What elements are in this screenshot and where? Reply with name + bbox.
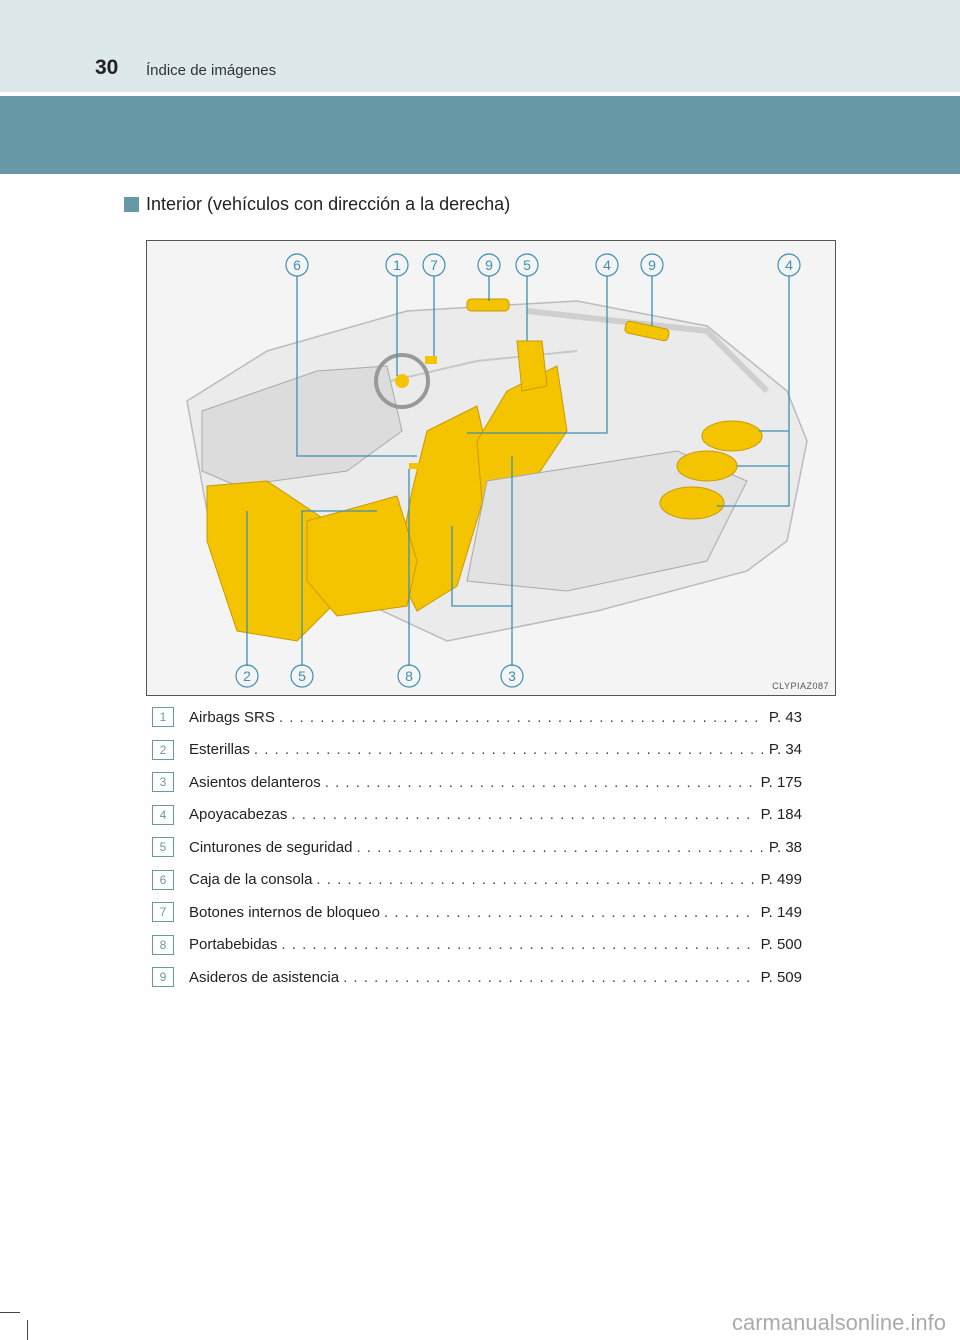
item-label: Caja de la consola	[189, 871, 313, 889]
item-label: Portabebidas	[189, 936, 278, 954]
item-number-badge: 5	[152, 837, 174, 857]
list-item	[152, 961, 802, 994]
item-page-ref[interactable]: P. 149	[760, 903, 802, 921]
watermark[interactable]: carmanualsonline.info	[731, 1310, 946, 1335]
item-number-badge: 1	[152, 707, 174, 727]
leader-dots	[291, 806, 756, 823]
callout-top-8: 4	[785, 257, 793, 273]
car-interior-illustration	[147, 241, 836, 696]
item-number-badge: 3	[152, 772, 174, 792]
item-label: Apoyacabezas	[189, 806, 288, 824]
callout-top-5: 5	[523, 257, 531, 273]
list-item	[152, 896, 802, 929]
leader-dots	[279, 709, 765, 726]
item-number-badge: 6	[152, 870, 174, 890]
leader-dots	[254, 741, 765, 758]
item-label: Botones internos de bloqueo	[189, 903, 380, 921]
section-square-icon	[124, 197, 139, 212]
list-item	[152, 766, 802, 799]
item-page-ref[interactable]: P. 499	[760, 871, 802, 889]
list-item	[152, 864, 802, 897]
callout-top-3: 7	[430, 257, 438, 273]
callout-bottom-2: 5	[298, 668, 306, 684]
item-number-badge: 7	[152, 902, 174, 922]
leader-dots	[356, 839, 764, 856]
item-page-ref[interactable]: P. 500	[760, 936, 802, 954]
item-label: Asientos delanteros	[189, 773, 321, 791]
item-number-badge: 9	[152, 967, 174, 987]
item-page-ref[interactable]: P. 184	[760, 806, 802, 824]
item-number-badge: 8	[152, 935, 174, 955]
leader-dots	[316, 871, 756, 888]
page-number: 30	[95, 56, 119, 79]
callout-top-4: 9	[485, 257, 493, 273]
item-label: Asideros de asistencia	[189, 968, 340, 986]
leader-dots	[325, 774, 757, 791]
item-number-badge: 2	[152, 740, 174, 760]
figure-code: CLYPIAZ087	[772, 681, 829, 691]
section-title: Interior (vehículos con dirección a la derecha)	[146, 194, 511, 214]
item-page-ref[interactable]: P. 38	[768, 838, 802, 856]
item-page-ref[interactable]: P. 175	[760, 773, 802, 791]
legend-list	[152, 701, 802, 994]
callout-bottom-1: 2	[243, 668, 251, 684]
section-heading	[124, 194, 510, 215]
item-label: Cinturones de seguridad	[189, 838, 353, 856]
list-item	[152, 734, 802, 767]
interior-figure	[146, 240, 836, 696]
callout-top-6: 4	[603, 257, 611, 273]
list-item	[152, 831, 802, 864]
item-page-ref[interactable]: P. 43	[768, 708, 802, 726]
item-number-badge: 4	[152, 805, 174, 825]
leader-dots	[281, 936, 756, 953]
list-item	[152, 701, 802, 734]
header-bar	[0, 0, 960, 92]
item-label: Airbags SRS	[189, 708, 275, 726]
list-item	[152, 799, 802, 832]
header-band	[0, 96, 960, 174]
list-item	[152, 929, 802, 962]
crop-mark	[27, 1320, 28, 1340]
callout-bottom-4: 3	[508, 668, 516, 684]
leader-dots	[343, 969, 756, 986]
callout-top-1: 6	[293, 257, 301, 273]
callout-top-7: 9	[648, 257, 656, 273]
item-label: Esterillas	[189, 741, 250, 759]
item-page-ref[interactable]: P. 34	[768, 741, 802, 759]
item-page-ref[interactable]: P. 509	[760, 968, 802, 986]
leader-dots	[384, 904, 757, 921]
callout-top-2: 1	[393, 257, 401, 273]
callout-bottom-3: 8	[405, 668, 413, 684]
crop-mark	[0, 1312, 20, 1313]
running-title: Índice de imágenes	[146, 62, 277, 79]
